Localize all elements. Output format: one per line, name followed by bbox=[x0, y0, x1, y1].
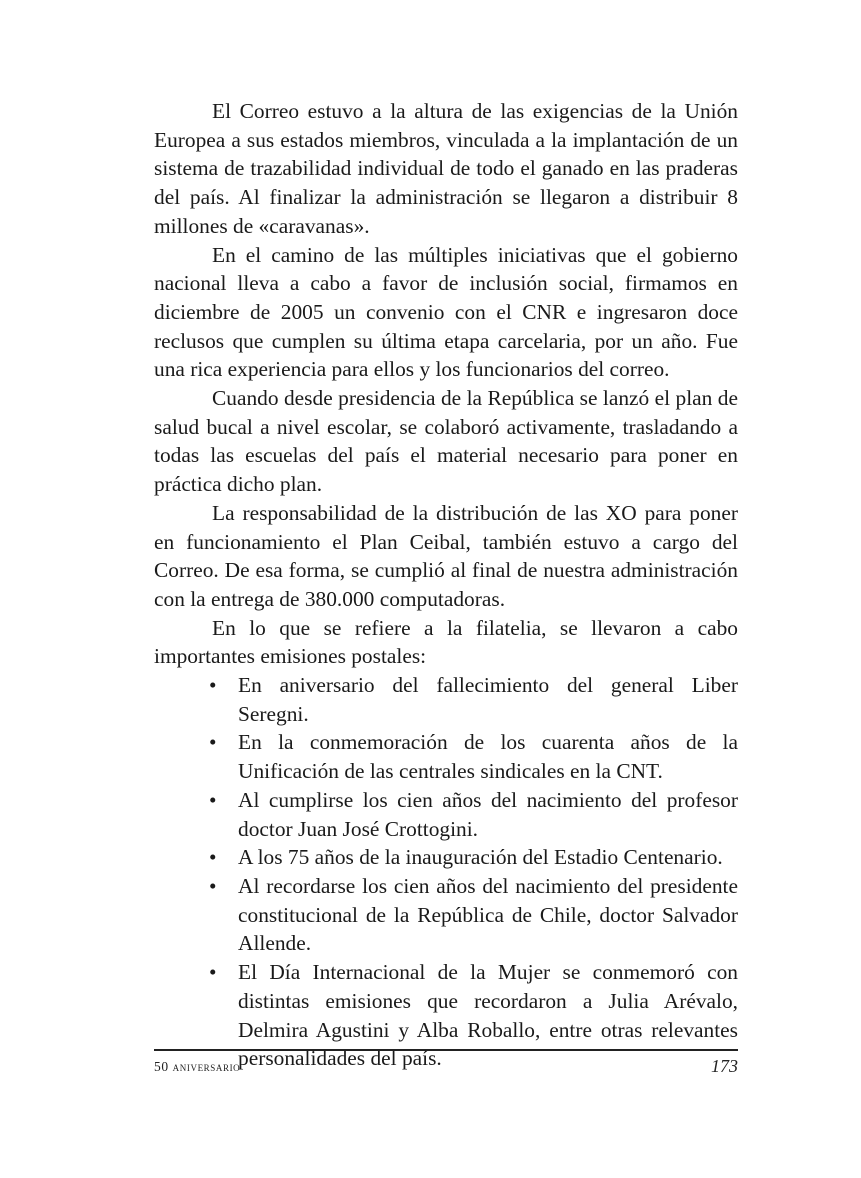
bullet-icon: • bbox=[209, 873, 217, 898]
paragraph: La responsabilidad de la distribución de las XO para poner en funcionamiento el Plan Ceibal, también estuvo a cargo del Correo. De esa forma, se cumplió al final de nuestra administración con la entrega de 380.000 computadoras. bbox=[154, 500, 738, 611]
list-item bbox=[154, 671, 738, 728]
page-number: 173 bbox=[711, 1056, 738, 1076]
list-item-text: En aniversario del fallecimiento del general Liber Seregni. bbox=[238, 673, 738, 726]
list-item-text: Al recordarse los cien años del nacimiento del presidente constitucional de la República de Chile, doctor Salvador Allende. bbox=[238, 873, 738, 956]
list-item bbox=[154, 843, 738, 872]
list-item-text: El Día Internacional de la Mujer se conmemoró con distintas emisiones que recordaron a Julia Arévalo, Delmira Agustini y Alba Roballo, entre otras relevantes personalidades del país. bbox=[238, 960, 738, 1071]
bullet-icon: • bbox=[209, 845, 217, 870]
paragraph: En el camino de las múltiples iniciativas que el gobierno nacional lleva a cabo a favor de inclusión social, firmamos en diciembre de 2005 un convenio con el CNR e ingresaron doce reclusos que cumplen su última etapa carcelaria, por un año. Fue una rica experiencia para ellos y los funcionarios del correo. bbox=[154, 242, 738, 382]
paragraph: Cuando desde presidencia de la República se lanzó el plan de salud bucal a nivel escolar, se colaboró activamente, trasladando a todas las escuelas del país el material necesario para poner en práctica dicho plan. bbox=[154, 386, 738, 497]
page-body bbox=[154, 97, 738, 1073]
bullet-icon: • bbox=[209, 787, 217, 812]
bullet-icon: • bbox=[209, 673, 217, 698]
list-item-text: A los 75 años de la inauguración del Estadio Centenario. bbox=[238, 845, 723, 870]
paragraph: En lo que se refiere a la filatelia, se llevaron a cabo importantes emisiones postales: bbox=[154, 615, 738, 669]
paragraph: El Correo estuvo a la altura de las exigencias de la Unión Europea a sus estados miembros, vinculada a la implantación de un sistema de trazabilidad individual de todo el ganado en las praderas del país. Al finalizar la administración se llegaron a distribuir 8 millones de «caravanas». bbox=[154, 99, 738, 238]
list-item-text: Al cumplirse los cien años del nacimiento del profesor doctor Juan José Crottogini. bbox=[238, 787, 738, 841]
list-item bbox=[154, 872, 738, 958]
bullet-list bbox=[154, 671, 738, 1073]
footer-divider bbox=[154, 1049, 738, 1051]
bullet-icon: • bbox=[209, 730, 217, 755]
list-item-text: En la conmemoración de los cuarenta años de la Unificación de las centrales sindicales en la CNT. bbox=[238, 730, 738, 784]
list-item bbox=[154, 728, 738, 785]
list-item bbox=[154, 786, 738, 843]
bullet-icon: • bbox=[209, 960, 217, 985]
running-footer-title: 50 aniversario bbox=[154, 1059, 241, 1074]
page-footer bbox=[154, 1056, 738, 1078]
